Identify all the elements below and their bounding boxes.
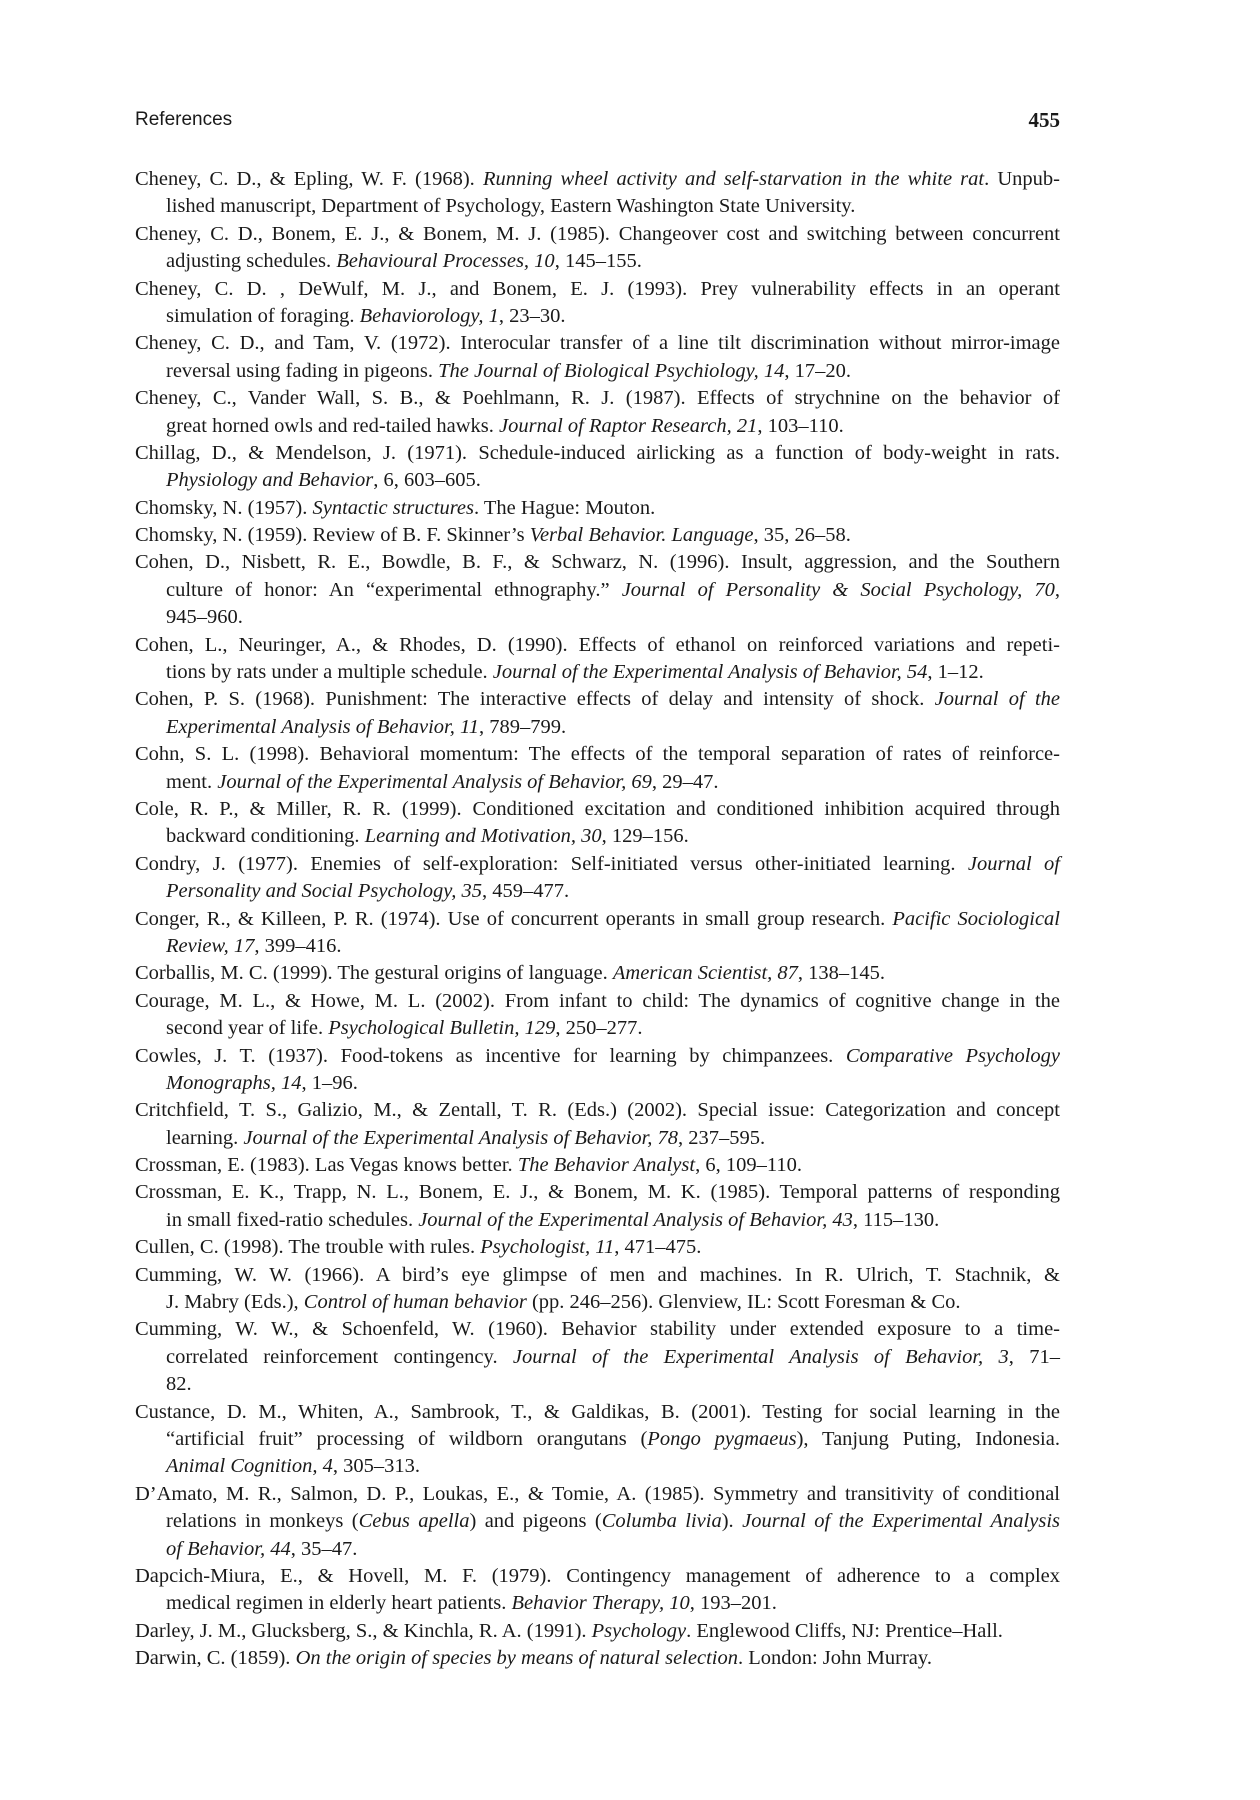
reference-text: culture of honor: An “experimental ethnography.” (166, 578, 622, 601)
reference-italic-text: Journal of the Experimental Analysis of Behavior, 54 (492, 661, 928, 684)
reference-text: ment. (166, 770, 218, 793)
reference-text: , 305–313. (332, 1455, 420, 1478)
reference-line (135, 960, 1060, 987)
reference-text: , 17–20. (784, 359, 851, 382)
reference-text: , 399–416. (254, 934, 342, 957)
reference-entry (135, 906, 1060, 961)
reference-text: . Englewood Cliffs, NJ: Prentice–Hall. (686, 1619, 1003, 1642)
reference-italic-text: Verbal Behavior. Language (529, 524, 754, 547)
reference-italic-text: Journal of the (934, 688, 1061, 711)
reference-line (135, 933, 1060, 960)
reference-text: backward conditioning. (166, 825, 365, 848)
reference-line (135, 1563, 1060, 1590)
reference-text: , 193–201. (689, 1592, 777, 1615)
reference-line (135, 1262, 1060, 1289)
reference-line (135, 988, 1060, 1015)
reference-list (135, 166, 1060, 1672)
reference-text: Cheney, C. D. , DeWulf, M. J., and Bonem, E. J. (1993). Prey vulnerability effects in an operant (135, 277, 1060, 300)
reference-entry (135, 851, 1060, 906)
reference-text: . Unpub- (984, 168, 1060, 190)
reference-text: Cumming, W. W., & Schoenfeld, W. (1960). Behavior stability under extended exposure to a time- (135, 1318, 1060, 1341)
page-number: 455 (1028, 108, 1060, 132)
reference-italic-text: Learning and Motivation, 30 (364, 825, 602, 848)
reference-text: , 138–145. (797, 962, 886, 985)
reference-text: “artificial fruit” processing of wildborn orangutans ( (166, 1427, 648, 1450)
reference-italic-text: American Scientist, 87 (612, 962, 798, 985)
reference-entry (135, 166, 1060, 221)
reference-line (135, 193, 1060, 220)
reference-line (135, 440, 1060, 467)
reference-line (135, 413, 1060, 440)
reference-text: , 250–277. (555, 1017, 643, 1040)
reference-italic-text: Journal of the Experimental Analysis (742, 1510, 1060, 1533)
reference-line (135, 1070, 1060, 1097)
reference-line (135, 303, 1060, 330)
reference-text: second year of life. (166, 1017, 329, 1040)
reference-entry (135, 988, 1060, 1043)
reference-text: 945–960. (166, 606, 243, 629)
reference-entry (135, 741, 1060, 796)
reference-italic-text: Personality and Social Psychology, 35 (166, 880, 482, 903)
reference-entry (135, 549, 1060, 631)
reference-entry (135, 1179, 1060, 1234)
reference-line (135, 1618, 1060, 1645)
reference-text: Chomsky, N. (1959). Review of B. F. Skinner’s (135, 524, 530, 547)
page-header (135, 106, 1060, 134)
reference-text: Cohn, S. L. (1998). Behavioral momentum: The effects of the temporal separation of rates of reinforce- (135, 743, 1060, 766)
reference-italic-text: Comparative Psychology (845, 1044, 1060, 1067)
reference-line (135, 358, 1060, 385)
reference-text: Corballis, M. C. (1999). The gestural origins of language. (135, 962, 613, 985)
reference-line (135, 714, 1060, 741)
reference-line (135, 522, 1060, 549)
reference-italic-text: Cebus apella (358, 1510, 470, 1533)
reference-entry (135, 495, 1060, 522)
reference-text: . London: John Murray. (737, 1647, 932, 1670)
reference-text: correlated reinforcement contingency. (166, 1345, 513, 1368)
reference-text: Condry, J. (1977). Enemies of self-exploration: Self-initiated versus other-initiated learning. (135, 852, 968, 875)
reference-text: ), Tanjung Puting, Indonesia. (796, 1427, 1060, 1450)
reference-text: J. Mabry (Eds.), (166, 1291, 304, 1314)
reference-entry (135, 1097, 1060, 1152)
reference-entry (135, 221, 1060, 276)
reference-text: Cohen, D., Nisbett, R. E., Bowdle, B. F., & Schwarz, N. (1996). Insult, aggression, and the Southern (135, 551, 1060, 574)
reference-italic-text: Journal of the Experimental Analysis of Behavior, 69 (217, 770, 652, 793)
reference-text: Custance, D. M., Whiten, A., Sambrook, T., & Galdikas, B. (2001). Testing for social learning in the (135, 1400, 1060, 1423)
reference-line (135, 1234, 1060, 1261)
reference-text: medical regimen in elderly heart patients. (166, 1592, 512, 1615)
reference-italic-text: Pacific Sociological (892, 907, 1060, 930)
reference-text: great horned owls and red-tailed hawks. (166, 414, 500, 437)
reference-italic-text: Control of human behavior (303, 1291, 527, 1314)
reference-text: , 129–156. (601, 825, 689, 848)
reference-line (135, 385, 1060, 412)
reference-entry (135, 1563, 1060, 1618)
reference-entry (135, 1262, 1060, 1317)
reference-italic-text: Review, 17 (166, 934, 255, 957)
reference-line (135, 248, 1060, 275)
reference-line (135, 1289, 1060, 1316)
reference-line (135, 1481, 1060, 1508)
reference-line (135, 1426, 1060, 1453)
reference-text: ) and pigeons ( (469, 1510, 602, 1533)
reference-text: Cohen, L., Neuringer, A., & Rhodes, D. (1990). Effects of ethanol on reinforced variations and repeti- (135, 633, 1060, 656)
reference-italic-text: Monographs, 14 (166, 1071, 302, 1094)
reference-text: , 1–96. (301, 1071, 358, 1094)
reference-text: D’Amato, M. R., Salmon, D. P., Loukas, E., & Tomie, A. (1985). Symmetry and transitivity of conditional (135, 1482, 1060, 1505)
reference-italic-text: Psychologist, 11 (480, 1236, 615, 1259)
reference-entry (135, 1234, 1060, 1261)
reference-italic-text: Experimental Analysis of Behavior, 11 (166, 715, 479, 738)
reference-entry (135, 960, 1060, 987)
reference-italic-text: Psychology (591, 1619, 687, 1642)
reference-text: Cumming, W. W. (1966). A bird’s eye glimpse of men and machines. In R. Ulrich, T. Stachnik, & (135, 1263, 1060, 1286)
reference-line (135, 686, 1060, 713)
reference-text: , (1054, 578, 1060, 601)
reference-line (135, 769, 1060, 796)
reference-line (135, 878, 1060, 905)
reference-entry (135, 330, 1060, 385)
reference-text: Chomsky, N. (1957). (135, 496, 313, 519)
reference-line (135, 1207, 1060, 1234)
reference-entry (135, 686, 1060, 741)
reference-text: Critchfield, T. S., Galizio, M., & Zentall, T. R. (Eds.) (2002). Special issue: Categorization and concept (135, 1099, 1060, 1122)
reference-text: relations in monkeys ( (166, 1510, 359, 1533)
reference-entry (135, 1618, 1060, 1645)
reference-text: Cullen, C. (1998). The trouble with rules. (135, 1236, 481, 1259)
reference-line (135, 276, 1060, 303)
reference-text: Darwin, C. (1859). (135, 1647, 296, 1670)
reference-text: , 71– (1008, 1345, 1060, 1368)
reference-text: , 23–30. (498, 304, 566, 327)
reference-italic-text: Behaviorology, 1 (359, 304, 499, 327)
reference-italic-text: On the origin of species by means of natural selection (295, 1647, 738, 1670)
reference-text: , 789–799. (478, 715, 567, 738)
reference-line (135, 1536, 1060, 1563)
reference-text: 82. (166, 1373, 192, 1396)
reference-text: , 35–47. (290, 1537, 358, 1560)
reference-text: (pp. 246–256). Glenview, IL: Scott Foresman & Co. (526, 1291, 961, 1314)
reference-text: Cowles, J. T. (1937). Food-tokens as incentive for learning by chimpanzees. (135, 1044, 846, 1067)
reference-italic-text: Columba livia (601, 1510, 722, 1533)
reference-entry (135, 1152, 1060, 1179)
reference-text: , 115–130. (852, 1208, 940, 1231)
reference-line (135, 221, 1060, 248)
reference-text: Cheney, C. D., & Epling, W. F. (1968). (135, 168, 483, 190)
reference-text: , 6, 603–605. (373, 469, 481, 492)
reference-entry (135, 1481, 1060, 1563)
reference-line (135, 796, 1060, 823)
reference-italic-text: The Behavior Analyst (517, 1154, 696, 1177)
reference-text: Crossman, E. (1983). Las Vegas knows better. (135, 1154, 518, 1177)
reference-text: . The Hague: Mouton. (473, 496, 656, 519)
reference-entry (135, 276, 1060, 331)
reference-entry (135, 1043, 1060, 1098)
reference-italic-text: of Behavior, 44 (166, 1537, 291, 1560)
reference-text: Cheney, C. D., Bonem, E. J., & Bonem, M. J. (1985). Changeover cost and switching between concurrent (135, 222, 1060, 245)
reference-italic-text: Psychological Bulletin, 129 (328, 1017, 556, 1040)
reference-text: simulation of foraging. (166, 304, 360, 327)
reference-text: lished manuscript, Department of Psychology, Eastern Washington State University. (166, 195, 856, 218)
reference-line (135, 659, 1060, 686)
reference-italic-text: Running wheel activity and self-starvation in the white rat (482, 168, 985, 190)
reference-italic-text: Journal of (967, 852, 1061, 875)
reference-text: reversal using fading in pigeons. (166, 359, 439, 382)
reference-line (135, 851, 1060, 878)
reference-line (135, 1645, 1060, 1672)
reference-entry (135, 1399, 1060, 1481)
reference-line (135, 330, 1060, 357)
reference-line (135, 1152, 1060, 1179)
reference-line (135, 1015, 1060, 1042)
reference-text: , 103–110. (757, 414, 844, 437)
reference-line (135, 1344, 1060, 1371)
reference-line (135, 166, 1060, 193)
reference-italic-text: Journal of the Experimental Analysis of Behavior, 3 (512, 1345, 1009, 1368)
reference-entry (135, 440, 1060, 495)
reference-italic-text: Journal of Personality & Social Psychology, 70 (621, 578, 1055, 601)
reference-text: in small fixed-ratio schedules. (166, 1208, 419, 1231)
reference-entry (135, 632, 1060, 687)
reference-text: , 459–477. (482, 880, 570, 903)
reference-text: tions by rats under a multiple schedule. (166, 661, 493, 684)
reference-line (135, 1399, 1060, 1426)
reference-entry (135, 796, 1060, 851)
reference-text: Chillag, D., & Mendelson, J. (1971). Schedule-induced airlicking as a function of body-weight in rats. (135, 441, 1060, 464)
reference-line (135, 1097, 1060, 1124)
reference-line (135, 549, 1060, 576)
reference-italic-text: Syntactic structures (312, 496, 474, 519)
reference-text: Crossman, E. K., Trapp, N. L., Bonem, E. J., & Bonem, M. K. (1985). Temporal patterns of responding (135, 1181, 1060, 1204)
reference-line (135, 1043, 1060, 1070)
reference-italic-text: Behavioural Processes, 10 (336, 250, 555, 273)
reference-entry (135, 522, 1060, 549)
reference-line (135, 741, 1060, 768)
reference-line (135, 823, 1060, 850)
reference-text: adjusting schedules. (166, 250, 337, 273)
reference-line (135, 1179, 1060, 1206)
running-head: References (135, 109, 233, 130)
reference-entry (135, 1316, 1060, 1398)
reference-italic-text: Journal of the Experimental Analysis of Behavior, 43 (418, 1208, 853, 1231)
reference-entry (135, 385, 1060, 440)
reference-text: Cohen, P. S. (1968). Punishment: The interactive effects of delay and intensity of shock. (135, 688, 935, 711)
reference-text: learning. (166, 1126, 244, 1149)
reference-italic-text: The Journal of Biological Psychiology, 14 (438, 359, 785, 382)
reference-text: , 471–475. (614, 1236, 702, 1259)
reference-text: Courage, M. L., & Howe, M. L. (2002). From infant to child: The dynamics of cognitive change in the (135, 989, 1060, 1012)
reference-line (135, 604, 1060, 631)
reference-text: ). (721, 1510, 743, 1533)
reference-line (135, 906, 1060, 933)
reference-line (135, 1371, 1060, 1398)
reference-text: Cheney, C. D., and Tam, V. (1972). Interocular transfer of a line tilt discrimination without mirror-image (135, 332, 1060, 355)
reference-text: Dapcich-Miura, E., & Hovell, M. F. (1979). Contingency management of adherence to a complex (135, 1564, 1060, 1587)
reference-line (135, 1125, 1060, 1152)
reference-text: , 6, 109–110. (695, 1154, 802, 1177)
reference-entry (135, 1645, 1060, 1672)
reference-italic-text: Physiology and Behavior (166, 469, 374, 492)
reference-italic-text: Journal of Raptor Research, 21 (499, 414, 758, 437)
reference-text: , 1–12. (927, 661, 984, 684)
reference-text: , 29–47. (651, 770, 719, 793)
reference-line (135, 1453, 1060, 1480)
reference-text: Conger, R., & Killeen, P. R. (1974). Use of concurrent operants in small group research. (135, 907, 893, 930)
reference-italic-text: Journal of the Experimental Analysis of Behavior, 78 (243, 1126, 679, 1149)
reference-text: , 237–595. (678, 1126, 766, 1149)
reference-italic-text: Pongo pygmaeus (647, 1427, 797, 1450)
reference-text: , 35, 26–58. (753, 524, 851, 547)
reference-line (135, 495, 1060, 522)
reference-text: Cole, R. P., & Miller, R. R. (1999). Conditioned excitation and conditioned inhibition acquired through (135, 797, 1060, 820)
reference-line (135, 1508, 1060, 1535)
reference-line (135, 1316, 1060, 1343)
reference-text: Darley, J. M., Glucksberg, S., & Kinchla, R. A. (1991). (135, 1619, 592, 1642)
reference-text: , 145–155. (554, 250, 642, 273)
reference-italic-text: Behavior Therapy, 10 (511, 1592, 690, 1615)
reference-line (135, 467, 1060, 494)
reference-line (135, 1590, 1060, 1617)
reference-italic-text: Animal Cognition, 4 (166, 1455, 333, 1478)
reference-text: Cheney, C., Vander Wall, S. B., & Poehlmann, R. J. (1987). Effects of strychnine on the behavior of (135, 387, 1060, 410)
reference-line (135, 577, 1060, 604)
reference-line (135, 632, 1060, 659)
